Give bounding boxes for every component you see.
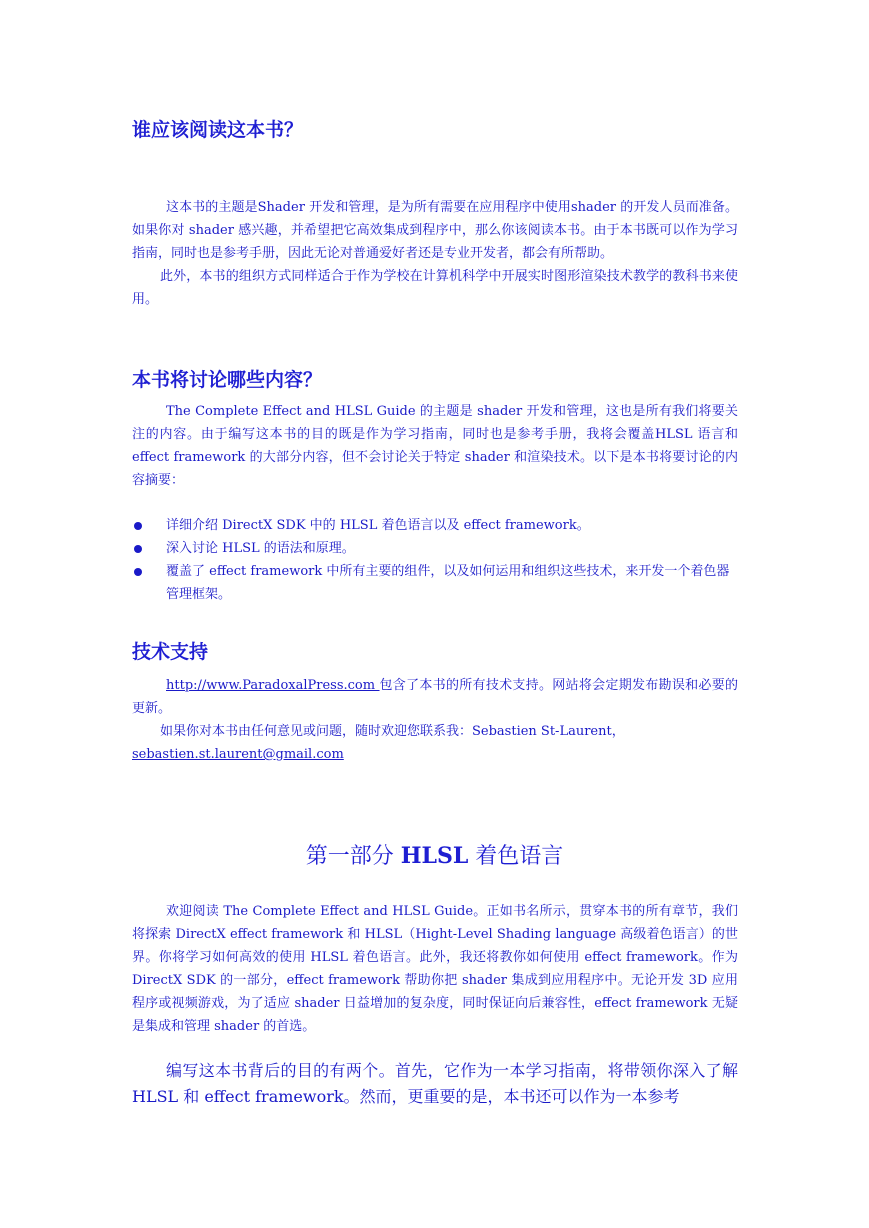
paragraph: 欢迎阅读 The Complete Effect and HLSL Guide。正如书名所示，贯穿本书的所有章节，我们将探索 DirectX effect framework 和 HLSL（Hight-Level Shading language 高级着色语言）的世界。你将学习如何高效的使用 HLSL 着色语言。此外，我还将教你如何使用 effect framework。作为 DirectX SDK 的一部分，effect framework 帮助你把 shader 集成到应用程序中。无论开发 3D 应用程序或视频游戏，为了适应 shader 日益增加的复杂度，同时保证向后兼容性，effect framework 无疑是集成和管理 shader 的首选。 <box>132 904 738 1034</box>
part-title-prefix: 第一部分 <box>305 844 401 869</box>
website-link[interactable]: http://www.ParadoxalPress.com <box>166 678 380 693</box>
part-intro-body <box>132 900 738 1038</box>
part-intro-body-2 <box>132 1058 738 1110</box>
section-heading-who-should-read: 谁应该阅读这本书？ <box>132 119 304 141</box>
paragraph <box>132 743 738 766</box>
paragraph <box>132 674 738 720</box>
section-support-body <box>132 674 738 766</box>
contents-bullet-list <box>132 514 738 606</box>
list-item <box>132 537 738 560</box>
list-item-text: 深入讨论 HLSL 的语法和原理。 <box>166 541 355 556</box>
bullet-icon <box>134 545 142 553</box>
part-title-bold: HLSL <box>400 843 469 869</box>
paragraph: The Complete Effect and HLSL Guide 的主题是 shader 开发和管理，这也是所有我们将要关注的内容。由于编写这本书的目的既是作为学习指南，同时也是参考手册，我将会覆盖HLSL 语言和 effect framework 的大部分内容，但不会讨论关于特定 shader 和渲染技术。以下是本书将要讨论的内容摘要： <box>132 404 738 488</box>
section-heading-contents: 本书将讨论哪些内容？ <box>132 369 323 391</box>
paragraph-text: 包含了本书的所有技术支持。网站将会定期发布勘误和必要的更新。 <box>132 678 738 716</box>
paragraph: 此外，本书的组织方式同样适合于作为学校在计算机科学中开展实时图形渲染技术教学的教科书来使用。 <box>132 269 738 307</box>
paragraph: 如果你对本书由任何意见或问题，随时欢迎您联系我：Sebastien St-Laurent， <box>160 724 625 739</box>
list-item-text: 覆盖了 effect framework 中所有主要的组件，以及如何运用和组织这些技术，来开发一个着色器管理框架。 <box>166 564 730 602</box>
part-title <box>0 842 869 871</box>
section-heading-support: 技术支持 <box>132 641 209 663</box>
paragraph: 这本书的主题是Shader 开发和管理，是为所有需要在应用程序中使用shader 的开发人员而准备。如果你对 shader 感兴趣，并希望把它高效集成到程序中，那么你该阅读本书。由于本书既可以作为学习指南，同时也是参考手册，因此无论对普通爱好者还是专业开发者，都会有所帮助。 <box>132 200 738 261</box>
section-who-should-read-body <box>132 196 738 311</box>
list-item <box>132 560 738 606</box>
bullet-icon <box>134 568 142 576</box>
bullet-icon <box>134 522 142 530</box>
list-item <box>132 514 738 537</box>
email-link[interactable]: sebastien.st.laurent@gmail.com <box>132 747 344 762</box>
paragraph: 编写这本书背后的目的有两个。首先，它作为一本学习指南，将带领你深入了解 HLSL 和 effect framework。然而，更重要的是，本书还可以作为一本参考 <box>132 1061 738 1106</box>
list-item-text: 详细介绍 DirectX SDK 中的 HLSL 着色语言以及 effect framework。 <box>166 518 590 533</box>
section-contents-body <box>132 400 738 492</box>
part-title-suffix: 着色语言 <box>468 844 564 869</box>
